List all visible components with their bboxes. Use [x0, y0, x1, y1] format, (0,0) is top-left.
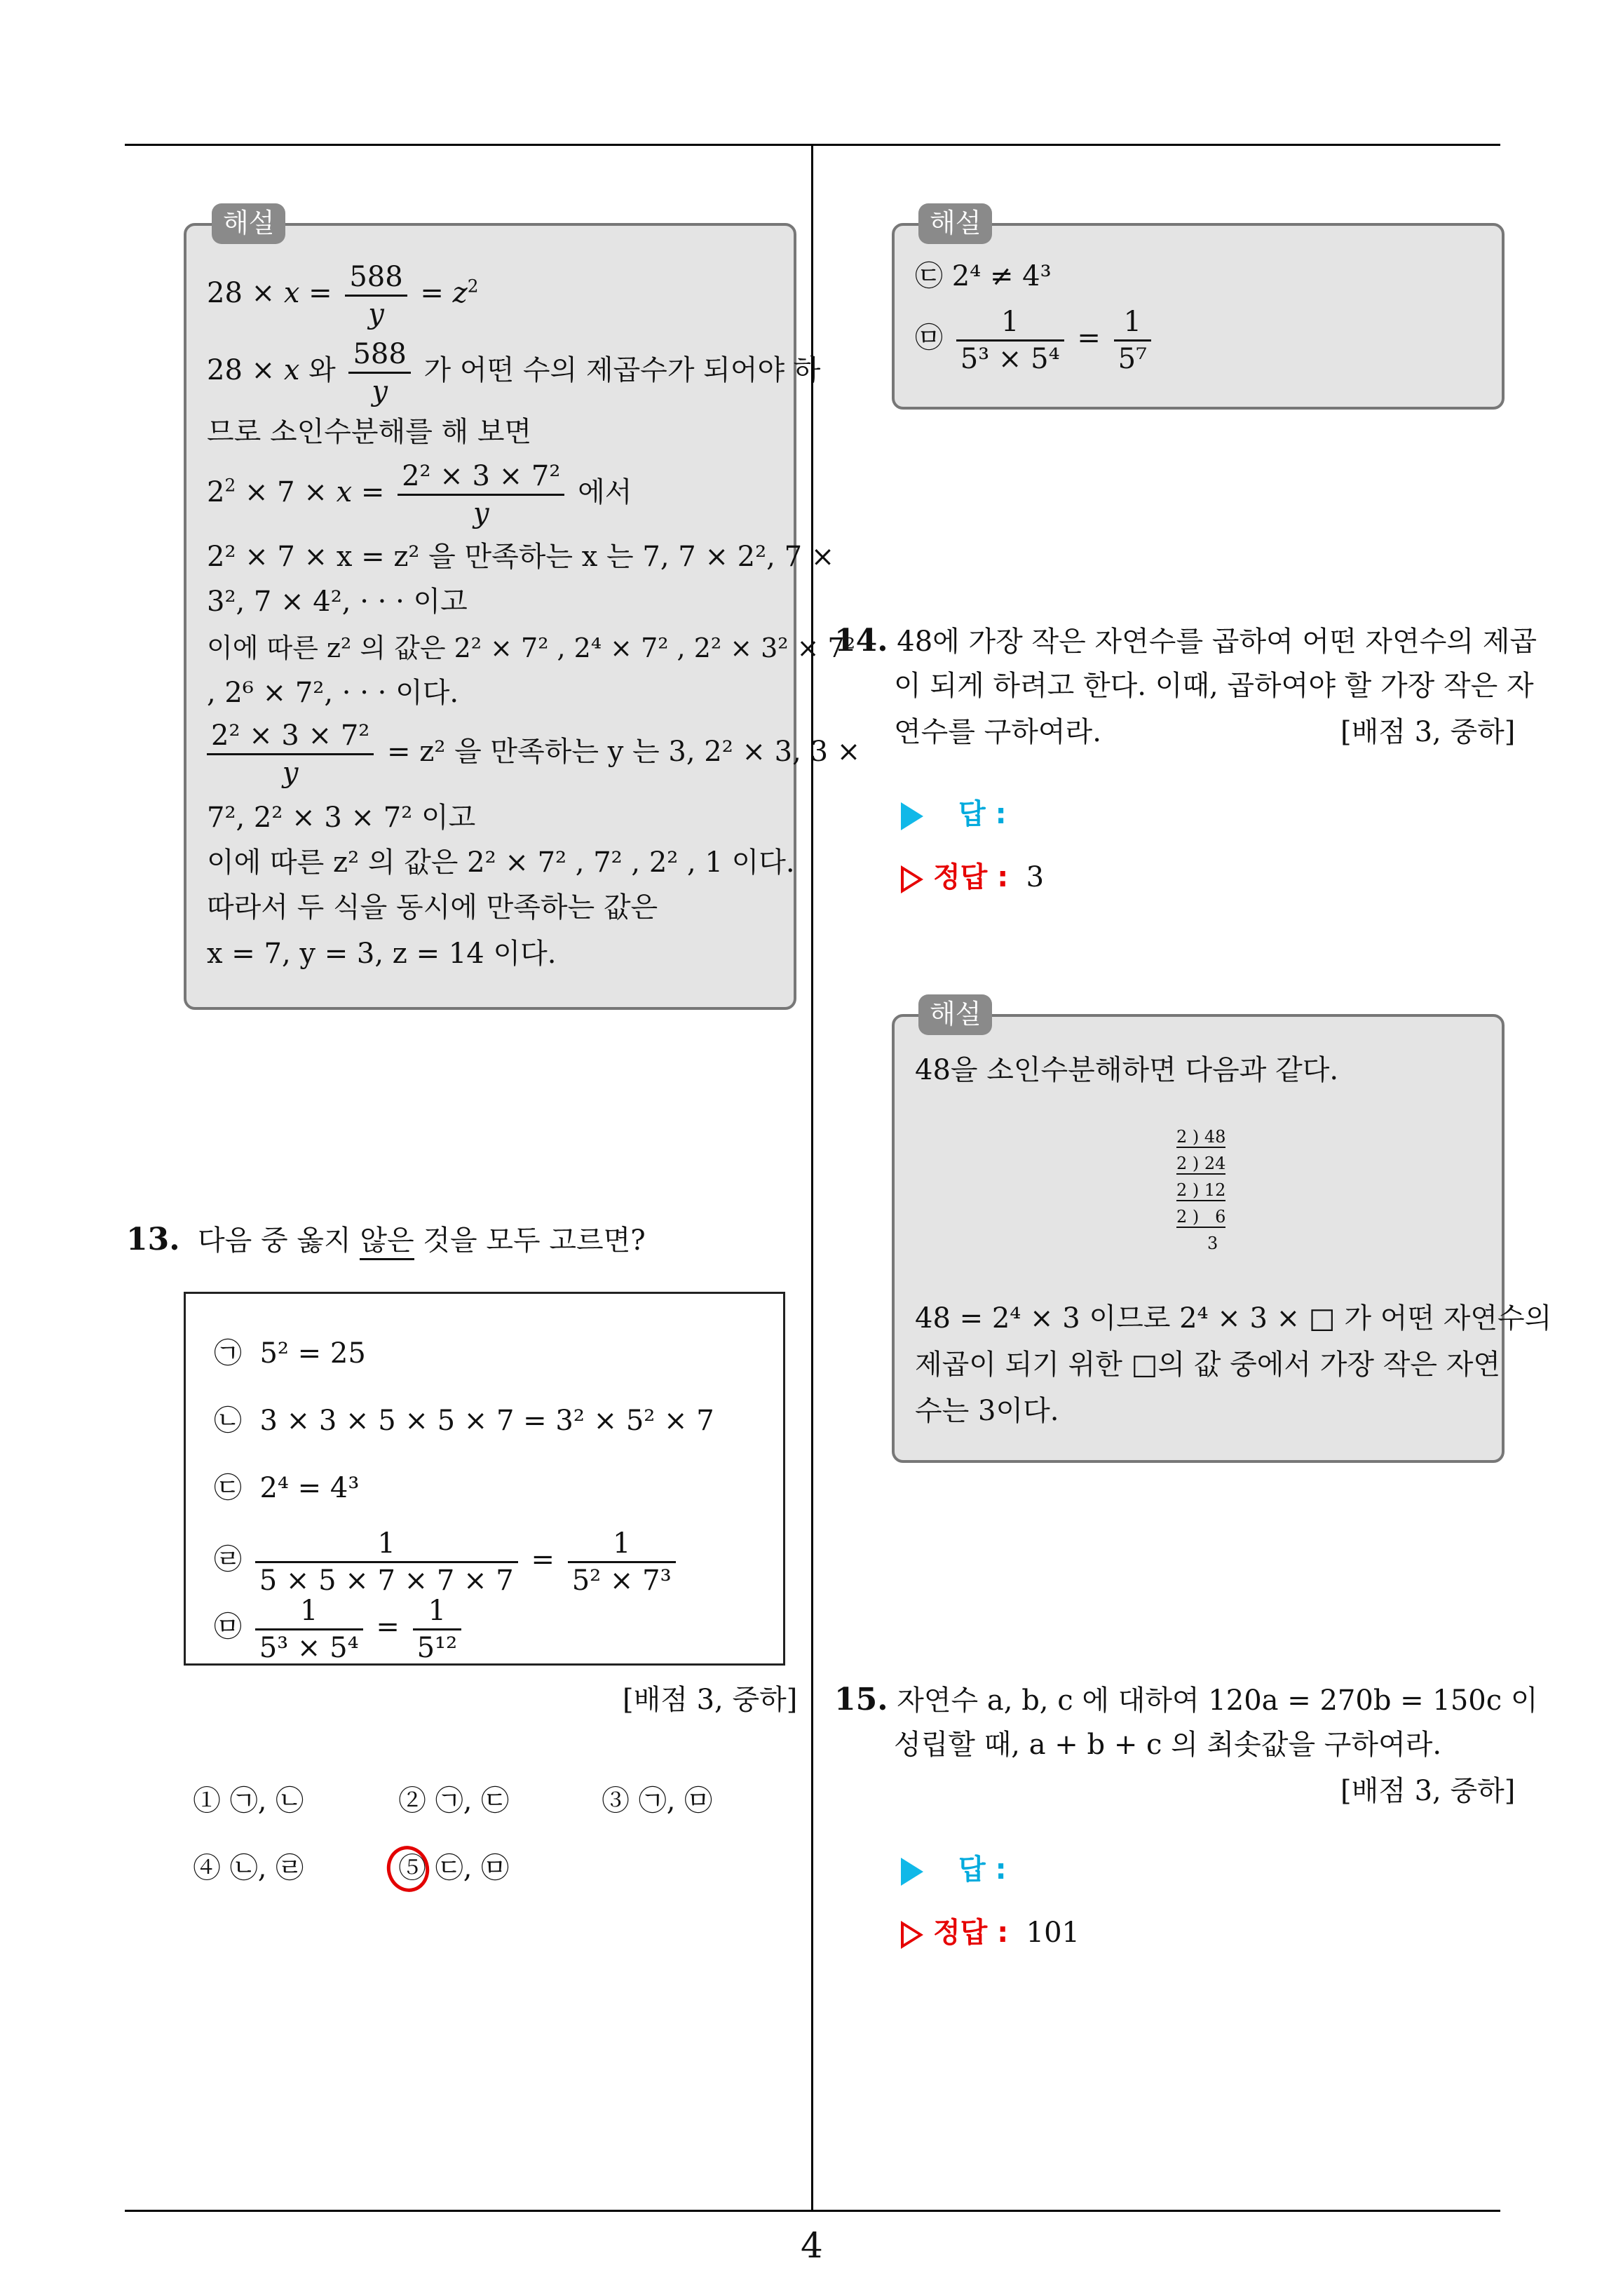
- division-ladder: [1176, 1123, 1225, 1257]
- expl-line-13: x = 7, y = 3, z = 14 이다.: [207, 938, 557, 970]
- column-divider: [811, 144, 813, 2211]
- division-row: 2 ) 48: [1176, 1127, 1226, 1147]
- correct-value: 101: [1026, 1917, 1080, 1949]
- play-icon: [901, 1858, 923, 1886]
- statement-c: ㉢ 2⁴ = 4³: [214, 1472, 360, 1504]
- statement-d: ㉣ $\frac{1}{5 \times 5 \times 7 \times 7 \times 7}$ = $\frac{1}{\text{5² × 7³}}$: [214, 1525, 680, 1595]
- page-number: 4: [801, 2225, 823, 2266]
- question-13-stem: 13. 다음 중 옳지 않은 것을 모두 고르면?: [126, 1222, 646, 1259]
- question-14-line-3: 연수를 구하여라.: [894, 716, 1101, 748]
- explanation-tag: 해설: [918, 994, 992, 1035]
- outline-play-icon: [901, 1921, 923, 1949]
- choice-2[interactable]: ② ㉠, ㉢: [398, 1785, 510, 1817]
- expl2-line-2: 48 = 2⁴ × 3 이므로 2⁴ × 3 × □ 가 어떤 자연수의: [915, 1302, 1552, 1335]
- statement-b: ㉡ 3 × 3 × 5 × 5 × 7 = 3² × 5² × 7: [214, 1405, 714, 1437]
- fraction: $\frac{\text{2² × 3 × 7²}}{y}$: [207, 721, 374, 788]
- division-row: 2 ) 12: [1176, 1180, 1226, 1200]
- question-14-line-1: 14. 48에 가장 작은 자연수를 곱하여 어떤 자연수의 제곱: [834, 623, 1537, 659]
- fraction: $\frac{1}{\text{5⁷}}$: [1114, 307, 1151, 374]
- expl-line-3: 므로 소인수분해를 해 보면: [207, 416, 532, 448]
- q14-answer-row: 답 :: [901, 796, 1007, 832]
- q15-score: [배점 3, 중하]: [1340, 1775, 1516, 1807]
- expl-line-11: 이에 따른 z² 의 값은 2² × 7² , 7² , 2² , 1 이다.: [207, 846, 795, 879]
- question-15-line-2: 성립할 때, a + b + c 의 최솟값을 구하여라.: [894, 1729, 1442, 1761]
- correct-value: 3: [1026, 861, 1045, 893]
- choice-3[interactable]: ③ ㉠, ㉤: [602, 1785, 713, 1817]
- explanation-tag: 해설: [212, 203, 285, 244]
- expl-line-9: $\frac{\text{2² × 3 × 7²}}{y}$ = z² 을 만족하는 y 는 3, 2² × 3, 3 ×: [207, 717, 860, 788]
- fraction: $\frac{588}{y}$: [345, 262, 407, 329]
- choice-4[interactable]: ④ ㉡, ㉣: [193, 1852, 304, 1884]
- question-14-line-2: 이 되게 하려고 한다. 이때, 곱하여야 할 가장 작은 자: [894, 670, 1534, 702]
- expl2-line-3: 제곱이 되기 위한 □의 값 중에서 가장 작은 자연: [915, 1349, 1501, 1381]
- q15-answer-row: 답 :: [901, 1851, 1007, 1888]
- q13-score: [배점 3, 중하]: [623, 1684, 798, 1716]
- division-row: 2 ) 6: [1176, 1207, 1226, 1227]
- statement-e: ㉤ $\frac{1}{\text{5³ × 5⁴}}$ = $\frac{1}{\text{5¹²}}$: [214, 1592, 466, 1663]
- fraction: $\frac{1}{\text{5² × 7³}}$: [568, 1529, 676, 1595]
- expl2-line-1: 48을 소인수분해하면 다음과 같다.: [915, 1054, 1339, 1086]
- expl-line-12: 따라서 두 식을 동시에 만족하는 값은: [207, 891, 658, 924]
- expl-line-6: 3², 7 × 4², · · · 이고: [207, 586, 468, 618]
- expl-line-4: $2^2 \times 7 \times x$ = $\frac{\text{2² × 3 × 7²}}{y}$ 에서: [207, 459, 632, 529]
- explanation-tag: 해설: [918, 203, 992, 244]
- expl-c: ㉢ 2⁴ ≠ 4³: [915, 260, 1052, 292]
- division-row: 2 ) 24: [1176, 1154, 1226, 1173]
- expl2-line-4: 수는 3이다.: [915, 1395, 1059, 1427]
- expl-line-5: 2² × 7 × x = z² 을 만족하는 x 는 7, 7 × 2², 7 ×: [207, 541, 835, 573]
- question-15-line-1: 15. 자연수 a, b, c 에 대하여 120a = 270b = 150c 이: [834, 1682, 1538, 1717]
- fraction: $\frac{1}{5 \times 5 \times 7 \times 7 \times 7}$: [255, 1529, 518, 1595]
- q15-correct-row: 정답 : 101: [901, 1915, 1080, 1951]
- underlined-word: 않은: [360, 1224, 414, 1260]
- question-number: 15.: [834, 1682, 888, 1717]
- choice-5[interactable]: ⑤ ㉢, ㉤: [398, 1852, 510, 1884]
- expl-line-10: 7², 2² × 3 × 7² 이고: [207, 802, 476, 834]
- fraction: $\frac{1}{\text{5³ × 5⁴}}$: [255, 1596, 363, 1663]
- q14-correct-row: 정답 : 3: [901, 859, 1044, 896]
- expl-e: ㉤ $\frac{1}{\text{5³ × 5⁴}}$ = $\frac{1}{\text{5⁷}}$: [915, 303, 1155, 374]
- play-icon: [901, 802, 923, 830]
- bottom-rule: [125, 2210, 1500, 2212]
- statement-a: ㉠ 5² = 25: [214, 1337, 366, 1370]
- fraction: $\frac{1}{\text{5¹²}}$: [413, 1596, 462, 1663]
- expl-line-2: 28 × x 와 $\frac{588}{y}$ 가 어떤 수의 제곱수가 되어야 하: [207, 337, 821, 407]
- outline-play-icon: [901, 865, 923, 893]
- fraction: $\frac{588}{y}$: [348, 339, 410, 406]
- fraction: $\frac{\text{2² × 3 × 7²}}{y}$: [398, 461, 564, 528]
- q14-score: [배점 3, 중하]: [1340, 716, 1516, 748]
- question-number: 14.: [834, 623, 888, 659]
- question-number: 13.: [126, 1222, 180, 1257]
- expl-line-1: 28 × x = $\frac{588}{y}$ = $z^2$: [207, 260, 479, 330]
- fraction: $\frac{1}{\text{5³ × 5⁴}}$: [956, 307, 1064, 374]
- choice-1[interactable]: ① ㉠, ㉡: [193, 1785, 304, 1817]
- expl-line-7: 이에 따른 z² 의 값은 2² × 7² , 2⁴ × 7² , 2² × 3² × 7²: [207, 633, 855, 663]
- expl-line-8: , 2⁶ × 7², · · · 이다.: [207, 677, 459, 709]
- division-row: 3: [1207, 1234, 1218, 1253]
